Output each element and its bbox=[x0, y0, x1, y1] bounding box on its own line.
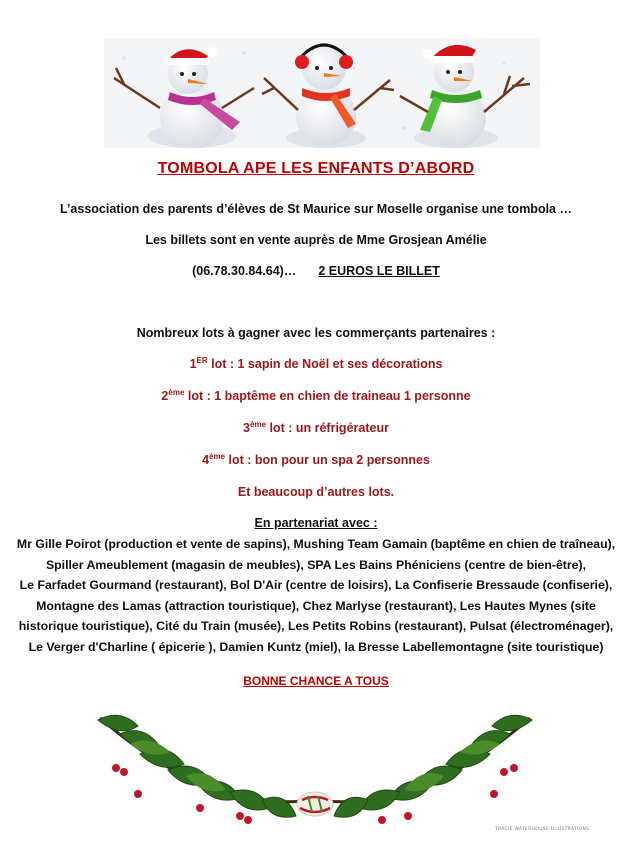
lot-item-2 bbox=[0, 389, 632, 403]
price-line bbox=[0, 264, 632, 278]
lot-ordinal: ème bbox=[168, 387, 185, 397]
partners-line: Le Verger d'Charline ( épicerie ), Damien Kuntz (miel), la Bresse Labellemontagne (site touristique) bbox=[28, 639, 604, 654]
lot-item-4 bbox=[0, 453, 632, 467]
snowmen-banner-illustration bbox=[104, 38, 540, 148]
lot-text: lot : bon pour un spa 2 personnes bbox=[225, 453, 430, 467]
candy-icon bbox=[297, 792, 333, 816]
lot-ordinal: ème bbox=[209, 451, 226, 461]
ticket-price: 2 EUROS LE BILLET bbox=[318, 264, 440, 278]
lots-intro: Nombreux lots à gagner avec les commerçants partenaires : bbox=[136, 326, 496, 340]
partners-line: historique touristique), Cité du Train (musée), Les Petits Robins (restaurant), Pulsat (électroménager), bbox=[18, 619, 614, 633]
lot-item-1 bbox=[0, 357, 632, 371]
image-credit: TRACIE WATERHOUSE ILLUSTRATIONS bbox=[495, 827, 590, 832]
closing-message: BONNE CHANCE A TOUS bbox=[243, 674, 389, 688]
lot-number: 1 bbox=[189, 357, 197, 371]
flyer-title: TOMBOLA APE LES ENFANTS D’ABORD bbox=[157, 160, 475, 177]
lot-ordinal: ème bbox=[250, 419, 267, 429]
lot-text: lot : un réfrigérateur bbox=[266, 421, 389, 435]
partners-heading: En partenariat avec : bbox=[254, 516, 378, 530]
lot-ordinal: ER bbox=[196, 355, 208, 365]
intro-line: L’association des parents d’élèves de St Maurice sur Moselle organise une tombola … bbox=[60, 202, 572, 216]
partners-line: Spiller Ameublement (magasin de meubles), SPA Les Bains Phéniciens (centre de bien-être), bbox=[45, 557, 587, 572]
other-lots: Et beaucoup d’autres lots. bbox=[237, 485, 395, 499]
holly-garland-illustration bbox=[90, 704, 540, 838]
partners-list bbox=[0, 534, 632, 657]
lot-number: 2 bbox=[161, 389, 169, 403]
lot-number: 4 bbox=[202, 453, 210, 467]
tickets-line: Les billets sont en vente auprès de Mme Grosjean Amélie bbox=[145, 233, 487, 247]
phone-number: (06.78.30.84.64)… bbox=[192, 264, 297, 278]
lot-number: 3 bbox=[243, 421, 250, 435]
partners-line: Mr Gille Poirot (production et vente de sapins), Mushing Team Gamain (baptême en chien de traîneau), bbox=[16, 537, 616, 551]
partners-line: Le Farfadet Gourmand (restaurant), Bol D'Air (centre de loisirs), La Confiserie Bressaude (confiserie), bbox=[19, 578, 613, 592]
lot-text: lot : 1 baptême en chien de traineau 1 personne bbox=[184, 389, 471, 403]
lot-text: lot : 1 sapin de Noël et ses décorations bbox=[207, 357, 443, 371]
lot-item-3 bbox=[0, 421, 632, 435]
partners-line: Montagne des Lamas (attraction touristique), Chez Marlyse (restaurant), Les Hautes Mynes (site bbox=[36, 598, 596, 613]
